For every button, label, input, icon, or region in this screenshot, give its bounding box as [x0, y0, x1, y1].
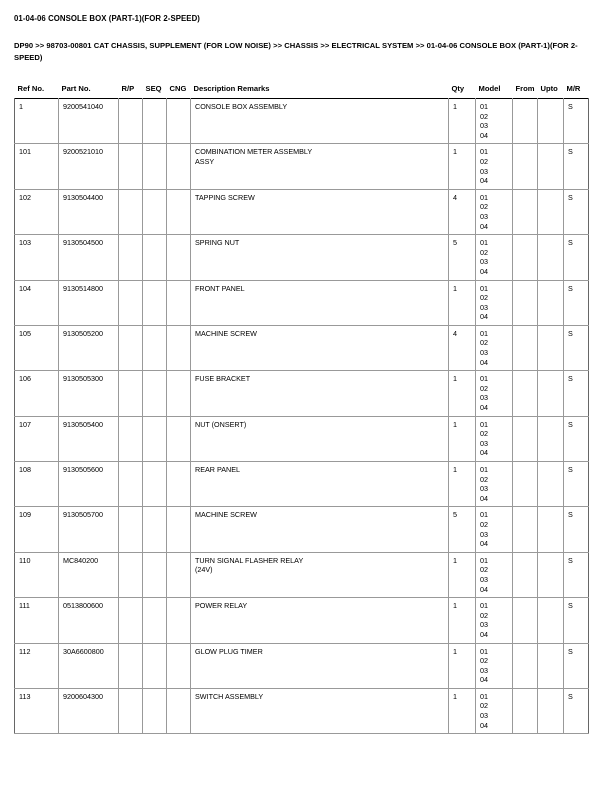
model-code: 02: [480, 383, 488, 393]
column-header-from: From: [515, 84, 535, 93]
model-code: 03: [480, 529, 488, 539]
cell-seq: [143, 144, 167, 189]
description-line: SPRING NUT: [195, 238, 240, 248]
cell-ref-no: 104: [15, 280, 59, 325]
cell-rp: [119, 235, 143, 280]
model-code: 02: [480, 202, 488, 212]
cell-ref-no: 110: [15, 552, 59, 597]
cell-part-no: 0513800600: [59, 598, 119, 643]
cell-qty: 1: [449, 280, 476, 325]
cell-mr: S: [564, 643, 589, 688]
model-code: 04: [480, 539, 488, 549]
model-code: 03: [480, 257, 488, 267]
model-code: 02: [480, 610, 488, 620]
description-line: TAPPING SCREW: [195, 192, 255, 202]
model-code: 02: [480, 474, 488, 484]
table-row[interactable]: [15, 507, 589, 552]
table-header-row: [15, 84, 589, 99]
cell-ref-no: 106: [15, 371, 59, 416]
description-line: GLOW PLUG TIMER: [195, 646, 263, 656]
model-code: 01: [480, 147, 488, 157]
cell-from: [513, 189, 538, 234]
cell-ref-no: 112: [15, 643, 59, 688]
cell-ref-no: 113: [15, 688, 59, 733]
cell-from: [513, 144, 538, 189]
cell-qty: 1: [449, 371, 476, 416]
model-code: 04: [480, 312, 488, 322]
cell-from: [513, 552, 538, 597]
cell-ref-no: 101: [15, 144, 59, 189]
cell-model: [476, 598, 513, 643]
cell-part-no: 9200541040: [59, 99, 119, 144]
cell-ref-no: 105: [15, 325, 59, 370]
cell-from: [513, 371, 538, 416]
column-header-cng: CNG: [169, 84, 187, 93]
cell-cng: [167, 280, 191, 325]
cell-rp: [119, 371, 143, 416]
cell-description: [191, 371, 449, 416]
cell-description: [191, 507, 449, 552]
cell-description: [191, 416, 449, 461]
model-code: 02: [480, 156, 488, 166]
parts-table: [14, 84, 589, 734]
cell-ref-no: 108: [15, 462, 59, 507]
cell-description: [191, 552, 449, 597]
description-line: NUT (ONSERT): [195, 419, 247, 429]
model-code: 01: [480, 192, 488, 202]
model-code: 02: [480, 565, 488, 575]
table-header: [15, 84, 589, 99]
model-code: 03: [480, 393, 488, 403]
model-code: 01: [480, 555, 488, 565]
cell-seq: [143, 507, 167, 552]
cell-upto: [538, 598, 564, 643]
description-line: TURN SIGNAL FLASHER RELAY: [195, 555, 304, 565]
table-row[interactable]: [15, 598, 589, 643]
cell-cng: [167, 189, 191, 234]
cell-seq: [143, 462, 167, 507]
cell-seq: [143, 371, 167, 416]
cell-cng: [167, 507, 191, 552]
table-row[interactable]: [15, 688, 589, 733]
cell-from: [513, 325, 538, 370]
cell-ref-no: 111: [15, 598, 59, 643]
cell-part-no: 9130505600: [59, 462, 119, 507]
cell-cng: [167, 643, 191, 688]
cell-from: [513, 462, 538, 507]
model-code: 04: [480, 720, 488, 730]
cell-qty: 1: [449, 552, 476, 597]
column-header-seq: SEQ: [145, 84, 162, 93]
cell-ref-no: 1: [15, 99, 59, 144]
cell-seq: [143, 552, 167, 597]
cell-mr: S: [564, 371, 589, 416]
model-code: 03: [480, 121, 488, 131]
cell-cng: [167, 416, 191, 461]
model-code: 04: [480, 266, 488, 276]
cell-mr: S: [564, 598, 589, 643]
cell-rp: [119, 462, 143, 507]
cell-part-no: 30A6600800: [59, 643, 119, 688]
cell-cng: [167, 144, 191, 189]
cell-model: [476, 507, 513, 552]
cell-upto: [538, 688, 564, 733]
description-line: FUSE BRACKET: [195, 374, 251, 384]
model-code: 01: [480, 465, 488, 474]
model-code: 04: [480, 357, 488, 367]
cell-rp: [119, 552, 143, 597]
cell-description: [191, 325, 449, 370]
cell-ref-no: 107: [15, 416, 59, 461]
cell-qty: 1: [449, 643, 476, 688]
cell-part-no: MC840200: [59, 552, 119, 597]
column-header-upto: Upto: [540, 84, 558, 93]
cell-upto: [538, 462, 564, 507]
cell-mr: S: [564, 99, 589, 144]
cell-cng: [167, 371, 191, 416]
cell-model: [476, 552, 513, 597]
column-header-mr: M/R: [566, 84, 581, 93]
table-row[interactable]: [15, 643, 589, 688]
table-row[interactable]: [15, 189, 589, 234]
cell-qty: 1: [449, 688, 476, 733]
breadcrumb: DP90 >> 98703-00801 CAT CHASSIS, SUPPLEMENT (FOR LOW NOISE) >> CHASSIS >> ELECTRICAL SYSTEM >> 01-04-06 CONSOLE BOX (PART-1)(FOR 2-SPEED): [14, 41, 578, 62]
cell-cng: [167, 325, 191, 370]
table-row[interactable]: [15, 371, 589, 416]
cell-upto: [538, 144, 564, 189]
description-line: REAR PANEL: [195, 465, 241, 474]
cell-mr: S: [564, 235, 589, 280]
cell-qty: 1: [449, 99, 476, 144]
model-code: 03: [480, 211, 488, 221]
table-row[interactable]: [15, 325, 589, 370]
model-code: 03: [480, 484, 488, 494]
model-code: 01: [480, 646, 488, 656]
cell-from: [513, 99, 538, 144]
cell-qty: 5: [449, 507, 476, 552]
cell-model: [476, 280, 513, 325]
cell-seq: [143, 416, 167, 461]
model-code: 01: [480, 374, 488, 384]
model-code: 02: [480, 338, 488, 348]
model-code: 02: [480, 701, 488, 711]
cell-part-no: 9130505700: [59, 507, 119, 552]
cell-from: [513, 688, 538, 733]
model-code: 04: [480, 221, 488, 231]
cell-upto: [538, 643, 564, 688]
cell-part-no: 9130514800: [59, 280, 119, 325]
cell-upto: [538, 280, 564, 325]
cell-rp: [119, 325, 143, 370]
cell-part-no: 9130505200: [59, 325, 119, 370]
cell-upto: [538, 235, 564, 280]
cell-mr: S: [564, 507, 589, 552]
cell-rp: [119, 280, 143, 325]
model-code: 03: [480, 620, 488, 630]
cell-model: [476, 99, 513, 144]
model-code: 02: [480, 247, 488, 257]
cell-rp: [119, 688, 143, 733]
cell-seq: [143, 99, 167, 144]
cell-model: [476, 462, 513, 507]
cell-part-no: 9130504500: [59, 235, 119, 280]
model-code: 02: [480, 429, 488, 439]
model-code: 04: [480, 403, 488, 413]
model-code: 03: [480, 665, 488, 675]
cell-seq: [143, 688, 167, 733]
model-code: 03: [480, 348, 488, 358]
model-code: 01: [480, 691, 488, 701]
cell-mr: S: [564, 280, 589, 325]
model-code: 02: [480, 111, 488, 121]
cell-part-no: 9130505300: [59, 371, 119, 416]
table-row[interactable]: [15, 280, 589, 325]
cell-mr: S: [564, 325, 589, 370]
cell-rp: [119, 416, 143, 461]
cell-description: [191, 99, 449, 144]
cell-rp: [119, 99, 143, 144]
model-code: 01: [480, 283, 488, 293]
cell-ref-no: 109: [15, 507, 59, 552]
cell-rp: [119, 507, 143, 552]
cell-rp: [119, 144, 143, 189]
cell-from: [513, 643, 538, 688]
cell-qty: 5: [449, 235, 476, 280]
cell-model: [476, 643, 513, 688]
cell-seq: [143, 280, 167, 325]
model-code: 04: [480, 629, 488, 639]
cell-seq: [143, 235, 167, 280]
model-code: 02: [480, 656, 488, 666]
model-code: 01: [480, 102, 488, 111]
model-code: 04: [480, 584, 488, 594]
cell-upto: [538, 371, 564, 416]
cell-part-no: 9200521010: [59, 144, 119, 189]
cell-seq: [143, 598, 167, 643]
cell-qty: 1: [449, 416, 476, 461]
cell-seq: [143, 643, 167, 688]
cell-description: [191, 462, 449, 507]
table-row[interactable]: [15, 462, 589, 507]
cell-description: [191, 598, 449, 643]
page-bottom-clip: [0, 756, 612, 792]
model-code: 01: [480, 238, 488, 248]
cell-cng: [167, 99, 191, 144]
cell-ref-no: 103: [15, 235, 59, 280]
cell-upto: [538, 552, 564, 597]
cell-mr: S: [564, 462, 589, 507]
cell-rp: [119, 643, 143, 688]
cell-description: [191, 643, 449, 688]
model-code: 04: [480, 675, 488, 685]
cell-cng: [167, 235, 191, 280]
model-code: 03: [480, 574, 488, 584]
description-line: ASSY: [195, 156, 215, 166]
model-code: 01: [480, 510, 488, 520]
cell-upto: [538, 99, 564, 144]
cell-description: [191, 280, 449, 325]
cell-qty: 1: [449, 144, 476, 189]
page-title: 01-04-06 CONSOLE BOX (PART-1)(FOR 2-SPEED): [14, 14, 200, 23]
model-code: 03: [480, 302, 488, 312]
description-line: (24V): [195, 565, 213, 575]
cell-description: [191, 189, 449, 234]
column-header-description: Description Remarks: [193, 84, 270, 93]
cell-description: [191, 235, 449, 280]
cell-model: [476, 235, 513, 280]
table-body: [15, 99, 589, 734]
column-header-part-no: Part No.: [61, 84, 91, 93]
column-header-rp: R/P: [121, 84, 135, 93]
description-line: MACHINE SCREW: [195, 510, 257, 520]
cell-seq: [143, 189, 167, 234]
cell-ref-no: 102: [15, 189, 59, 234]
cell-description: [191, 688, 449, 733]
cell-qty: 4: [449, 325, 476, 370]
model-code: 02: [480, 519, 488, 529]
cell-mr: S: [564, 144, 589, 189]
cell-upto: [538, 416, 564, 461]
cell-model: [476, 144, 513, 189]
model-code: 01: [480, 419, 488, 429]
model-code: 04: [480, 493, 488, 503]
cell-cng: [167, 688, 191, 733]
cell-upto: [538, 189, 564, 234]
column-header-qty: Qty: [451, 84, 465, 93]
cell-qty: 1: [449, 598, 476, 643]
model-code: 03: [480, 711, 488, 721]
description-line: FRONT PANEL: [195, 283, 245, 293]
cell-rp: [119, 598, 143, 643]
cell-model: [476, 371, 513, 416]
description-line: COMBINATION METER ASSEMBLY: [195, 147, 313, 157]
cell-cng: [167, 598, 191, 643]
model-code: 04: [480, 130, 488, 140]
cell-mr: S: [564, 416, 589, 461]
model-code: 03: [480, 166, 488, 176]
description-line: CONSOLE BOX ASSEMBLY: [195, 102, 288, 111]
cell-from: [513, 280, 538, 325]
cell-mr: S: [564, 552, 589, 597]
description-line: SWITCH ASSEMBLY: [195, 691, 264, 701]
cell-part-no: 9200604300: [59, 688, 119, 733]
cell-upto: [538, 507, 564, 552]
cell-from: [513, 507, 538, 552]
model-code: 04: [480, 448, 488, 458]
cell-mr: S: [564, 189, 589, 234]
model-code: 01: [480, 601, 488, 611]
cell-part-no: 9130505400: [59, 416, 119, 461]
description-line: MACHINE SCREW: [195, 328, 257, 338]
model-code: 03: [480, 438, 488, 448]
cell-model: [476, 688, 513, 733]
table-row[interactable]: [15, 416, 589, 461]
cell-seq: [143, 325, 167, 370]
cell-cng: [167, 552, 191, 597]
column-header-ref-no: Ref No.: [17, 84, 45, 93]
column-header-model: Model: [478, 84, 501, 93]
table-row[interactable]: [15, 552, 589, 597]
table-row[interactable]: [15, 144, 589, 189]
cell-qty: 4: [449, 189, 476, 234]
cell-from: [513, 235, 538, 280]
model-code: 04: [480, 176, 488, 186]
cell-rp: [119, 189, 143, 234]
model-code: 01: [480, 328, 488, 338]
cell-cng: [167, 462, 191, 507]
table-row[interactable]: [15, 235, 589, 280]
description-line: POWER RELAY: [195, 601, 248, 611]
cell-part-no: 9130504400: [59, 189, 119, 234]
cell-mr: S: [564, 688, 589, 733]
cell-qty: 1: [449, 462, 476, 507]
table-row[interactable]: [15, 99, 589, 144]
cell-from: [513, 598, 538, 643]
cell-upto: [538, 325, 564, 370]
cell-description: [191, 144, 449, 189]
cell-model: [476, 325, 513, 370]
cell-model: [476, 416, 513, 461]
model-code: 02: [480, 293, 488, 303]
cell-from: [513, 416, 538, 461]
cell-model: [476, 189, 513, 234]
